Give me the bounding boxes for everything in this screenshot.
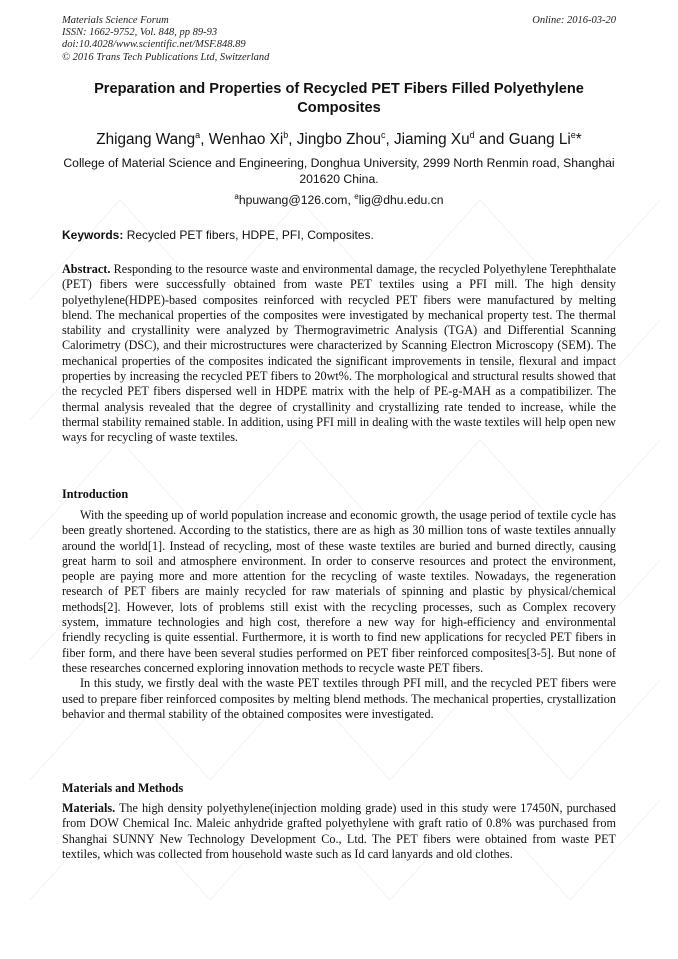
- abstract: [62, 262, 616, 446]
- author-sup: d: [469, 130, 475, 140]
- section-heading-introduction: Introduction: [62, 487, 129, 501]
- keywords-text: Recycled PET fibers, HDPE, PFI, Composites.: [123, 228, 374, 242]
- author-sep: and: [474, 131, 509, 148]
- email-sup: e: [354, 192, 359, 201]
- author-name: Guang Li: [508, 131, 571, 148]
- email-link[interactable]: hpuwang@126.com: [238, 193, 348, 207]
- author-sep: ,: [288, 131, 297, 148]
- journal-header: [62, 15, 269, 64]
- doi-line: doi:10.4028/www.scientific.net/MSF.848.89: [62, 39, 246, 51]
- author-list: [62, 130, 616, 150]
- author-sep: ,: [200, 131, 209, 148]
- email-line: [62, 192, 616, 208]
- materials-body: [62, 801, 616, 862]
- materials-text: The high density polyethylene(injection molding grade) used in this study were 17450N, purchased from DOW Chemical Inc. Maleic anhydride grafted polyethylene with graft ratio of 0.8% was purchased from Shanghai SUNNY New Technology Development Co., Ltd. The PET fibers were obtained from waste PET textiles, which was collected from household waste such as Id card lanyards and old clothes.: [62, 801, 616, 861]
- email-sep: ,: [347, 193, 355, 207]
- issn-line: ISSN: 1662-9752, Vol. 848, pp 89-93: [62, 27, 218, 39]
- author-name: Zhigang Wang: [96, 131, 196, 148]
- author-sup: e: [570, 130, 576, 140]
- materials-label: Materials.: [62, 801, 116, 815]
- author-sup: b: [283, 130, 289, 140]
- author-sup: a: [195, 130, 201, 140]
- author-sup: c: [380, 130, 386, 140]
- abstract-label: Abstract.: [62, 262, 111, 276]
- paragraph: With the speeding up of world population increase and economic growth, the usage period of textile cycle has been greatly shortened. According to the statistics, there are as high as 30 million tons of waste textiles annually around the world[1]. Instead of recycling, most of these waste textiles are buried and burned directly, causing great harm to soil and atmosphere environment. In order to conserve resources and protect the environment, people are paying more and more attention for the recycling of waste textiles. Nowadays, the regeneration research of PET fibers are mainly recycled for raw materials of spinning and plastic by physical/chemical methods[2]. However, lots of problems still exist with the recycling processes, such as Complex recovery system, immature technologies and high cost, therefore a new way for high-efficiency and environmental friendly recycling is quite essential. Furthermore, it is worth to find new applications for recycled PET fibers in fiber form, and there have been several studies performed on PET fiber reinforced composites[3-5]. But none of these researches concerned exploring innovation methods to recycle waste PET fibers.: [62, 508, 616, 675]
- copyright-line: © 2016 Trans Tech Publications Ltd, Switzerland: [62, 51, 270, 63]
- keywords-label: Keywords:: [62, 228, 124, 242]
- affiliation: College of Material Science and Engineering, Donghua University, 2999 North Renmin road, Shanghai 201620 China.: [63, 156, 615, 186]
- email-sup: a: [234, 192, 239, 201]
- journal-name: Materials Science Forum: [62, 15, 169, 26]
- paper-title: Preparation and Properties of Recycled PET Fibers Filled Polyethylene Composites: [94, 81, 584, 116]
- author-name: Wenhao Xi: [208, 131, 284, 148]
- online-date: Online: 2016-03-20: [532, 15, 616, 26]
- introduction-body: [62, 508, 616, 722]
- author-sep: ,: [385, 131, 394, 148]
- author-sep: *: [575, 131, 582, 148]
- section-heading-methods: Materials and Methods: [62, 781, 184, 795]
- email-link[interactable]: lig@dhu.edu.cn: [358, 193, 444, 207]
- abstract-text: Responding to the resource waste and environmental damage, the recycled Polyethylene Terephthalate (PET) fibers were successfully obtained from waste PET textiles using a PFI mill. The high density polyethylene(HDPE)-based composites reinforced with recycled PET fibers were manufactured by melting blend. The mechanical properties of the composites were investigated by mechanical property test. The thermal stability and crystallinity were analyzed by Thermogravimetric Analysis (TGA) and Differential Scanning Calorimetry (DSC), and their microstructures were characterized by Scanning Electron Microscopy (SEM). The mechanical properties of the composites indicated the significant improvements in tensile, flexural and impact properties by increasing the recycled PET fibers to 20wt%. The morphological and structural results showed that the recycled PET fibers dispersed well in HDPE matrix with the help of PE-g-MAH as a compatibilizer. The thermal analysis revealed that the degree of crystallinity and crystallizing rate tended to increase, while the thermal stability remained stable. In addition, using PFI mill in dealing with the waste textiles will help open new ways for recycling of waste textiles.: [62, 262, 616, 445]
- keywords: [62, 227, 616, 243]
- author-name: Jiaming Xu: [393, 131, 470, 148]
- paragraph: In this study, we firstly deal with the waste PET textiles through PFI mill, and the recycled PET fibers were used to prepare fiber reinforced composites by melting blend methods. The mechanical properties, crystallization behavior and thermal stability of the obtained composites were investigated.: [62, 676, 616, 721]
- author-name: Jingbo Zhou: [296, 131, 381, 148]
